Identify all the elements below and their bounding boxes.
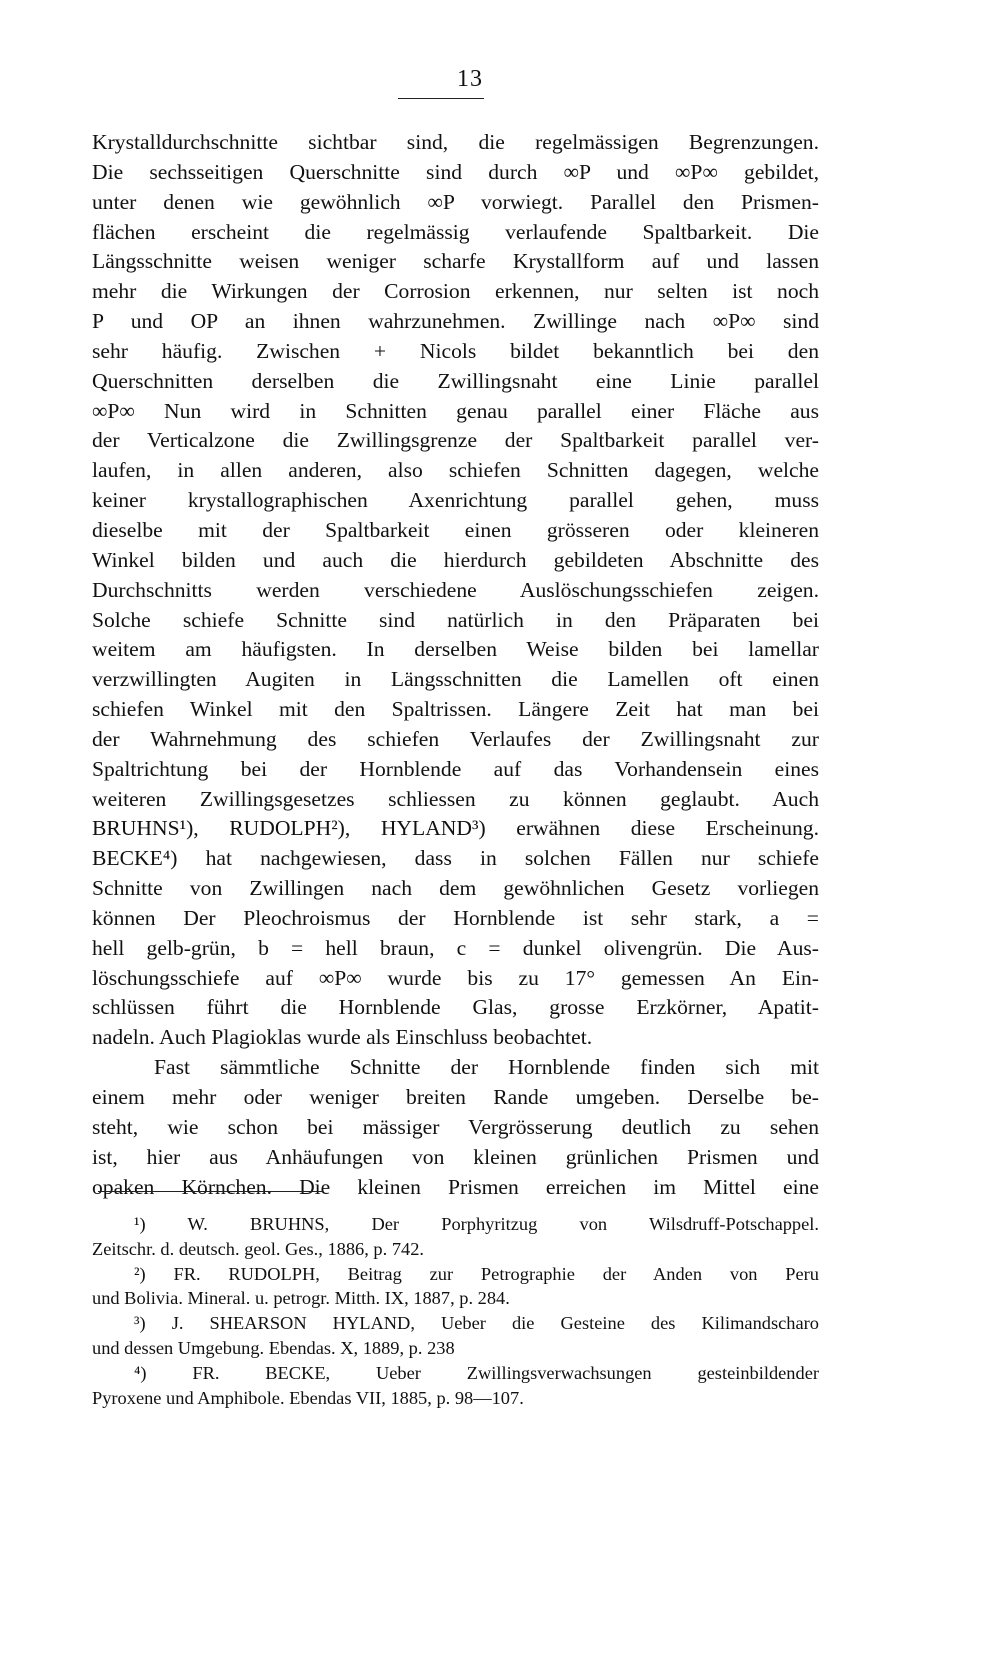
- text-line: Spaltrichtung bei der Hornblende auf das Vorhandensein eines: [92, 756, 819, 781]
- text-line: keiner krystallographischen Axenrichtung parallel gehen, muss: [92, 488, 819, 513]
- text-line: flächen erscheint die regelmässig verlaufende Spaltbarkeit. Die: [92, 219, 819, 244]
- text-line: einem mehr oder weniger breiten Rande umgeben. Derselbe be-: [92, 1085, 819, 1109]
- text-line: Solche schiefe Schnitte sind natürlich in den Präparaten bei: [92, 607, 819, 632]
- text-line: Winkel bilden und auch die hierdurch gebildeten Abschnitte des: [92, 547, 819, 572]
- text-line: ∞P∞ Nun wird in Schnitten genau parallel einer Fläche aus: [92, 398, 819, 423]
- footnote-line: ³) J. SHEARSON HYLAND, Ueber die Gesteine des Kilimandscharo: [134, 1313, 819, 1334]
- text-line: Schnitte von Zwillingen nach dem gewöhnlichen Gesetz vorliegen: [92, 876, 819, 901]
- text-line: mehr die Wirkungen der Corrosion erkennen, nur selten ist noch: [92, 279, 819, 304]
- text-line: Fast sämmtliche Schnitte der Hornblende finden sich mit: [154, 1055, 819, 1080]
- body-text: [92, 128, 819, 1202]
- text-line: opaken Körnchen. Die kleinen Prismen erreichen im Mittel eine: [92, 1174, 819, 1199]
- text-line: Durchschnitts werden verschiedene Auslöschungsschiefen zeigen.: [92, 577, 819, 602]
- footnote-line: ⁴) FR. BECKE, Ueber Zwillingsverwachsungen gesteinbildender: [134, 1362, 819, 1383]
- text-line: der Verticalzone die Zwillingsgrenze der Spaltbarkeit parallel ver-: [92, 428, 819, 453]
- text-line: Die sechsseitigen Querschnitte sind durch ∞P und ∞P∞ gebildet,: [92, 159, 819, 184]
- text-line: schiefen Winkel mit den Spaltrissen. Längere Zeit hat man bei: [92, 697, 819, 722]
- page-number-rule: [398, 98, 484, 99]
- text-line: weitem am häufigsten. In derselben Weise bilden bei lamellar: [92, 637, 819, 662]
- text-line: löschungsschiefe auf ∞P∞ wurde bis zu 17° gemessen An Ein-: [92, 965, 819, 990]
- text-line: sehr häufig. Zwischen + Nicols bildet bekanntlich bei den: [92, 338, 819, 363]
- text-line: der Wahrnehmung des schiefen Verlaufes der Zwillingsnaht zur: [92, 726, 819, 751]
- footnote-line: und dessen Umgebung. Ebendas. X, 1889, p. 238: [92, 1337, 455, 1358]
- text-line: verzwillingten Augiten in Längsschnitten die Lamellen oft einen: [92, 667, 819, 692]
- text-line: ist, hier aus Anhäufungen von kleinen grünlichen Prismen und: [92, 1144, 819, 1169]
- footnotes: [92, 1212, 819, 1410]
- text-line: Querschnitten derselben die Zwillingsnaht eine Linie parallel: [92, 368, 819, 393]
- footnote-rule: [98, 1191, 323, 1192]
- text-line: laufen, in allen anderen, also schiefen Schnitten dagegen, welche: [92, 458, 819, 483]
- footnote-line: ¹) W. BRUHNS, Der Porphyritzug von Wilsdruff-Potschappel.: [134, 1214, 819, 1234]
- footnote-line: und Bolivia. Mineral. u. petrogr. Mitth. IX, 1887, p. 284.: [92, 1288, 510, 1309]
- footnote-line: ²) FR. RUDOLPH, Beitrag zur Petrographie der Anden von Peru: [134, 1263, 819, 1284]
- text-line: BECKE⁴) hat nachgewiesen, dass in solchen Fällen nur schiefe: [92, 846, 819, 871]
- text-line: hell gelb-grün, b = hell braun, c = dunkel olivengrün. Die Aus-: [92, 935, 819, 960]
- text-line: können Der Pleochroismus der Hornblende ist sehr stark, a =: [92, 905, 819, 930]
- text-line: BRUHNS¹), RUDOLPH²), HYLAND³) erwähnen diese Erscheinung.: [92, 816, 819, 841]
- text-line: Krystalldurchschnitte sichtbar sind, die regelmässigen Begrenzungen.: [92, 130, 819, 154]
- footnote-line: Zeitschr. d. deutsch. geol. Ges., 1886, p. 742.: [92, 1238, 425, 1259]
- text-line: steht, wie schon bei mässiger Vergrösserung deutlich zu sehen: [92, 1114, 819, 1139]
- text-line: schlüssen führt die Hornblende Glas, grosse Erzkörner, Apatit-: [92, 995, 819, 1020]
- text-line: nadeln. Auch Plagioklas wurde als Einschluss beobachtet.: [92, 1025, 593, 1050]
- footnote-line: Pyroxene und Amphibole. Ebendas VII, 1885, p. 98—107.: [92, 1387, 524, 1408]
- text-line: Längsschnitte weisen weniger scharfe Krystallform auf und lassen: [92, 249, 819, 274]
- text-line: P und OP an ihnen wahrzunehmen. Zwillinge nach ∞P∞ sind: [92, 309, 819, 334]
- text-line: weiteren Zwillingsgesetzes schliessen zu können geglaubt. Auch: [92, 786, 819, 811]
- text-line: dieselbe mit der Spaltbarkeit einen grösseren oder kleineren: [92, 517, 819, 542]
- page-number: 13: [457, 66, 483, 92]
- text-line: unter denen wie gewöhnlich ∞P vorwiegt. Parallel den Prismen-: [92, 189, 819, 214]
